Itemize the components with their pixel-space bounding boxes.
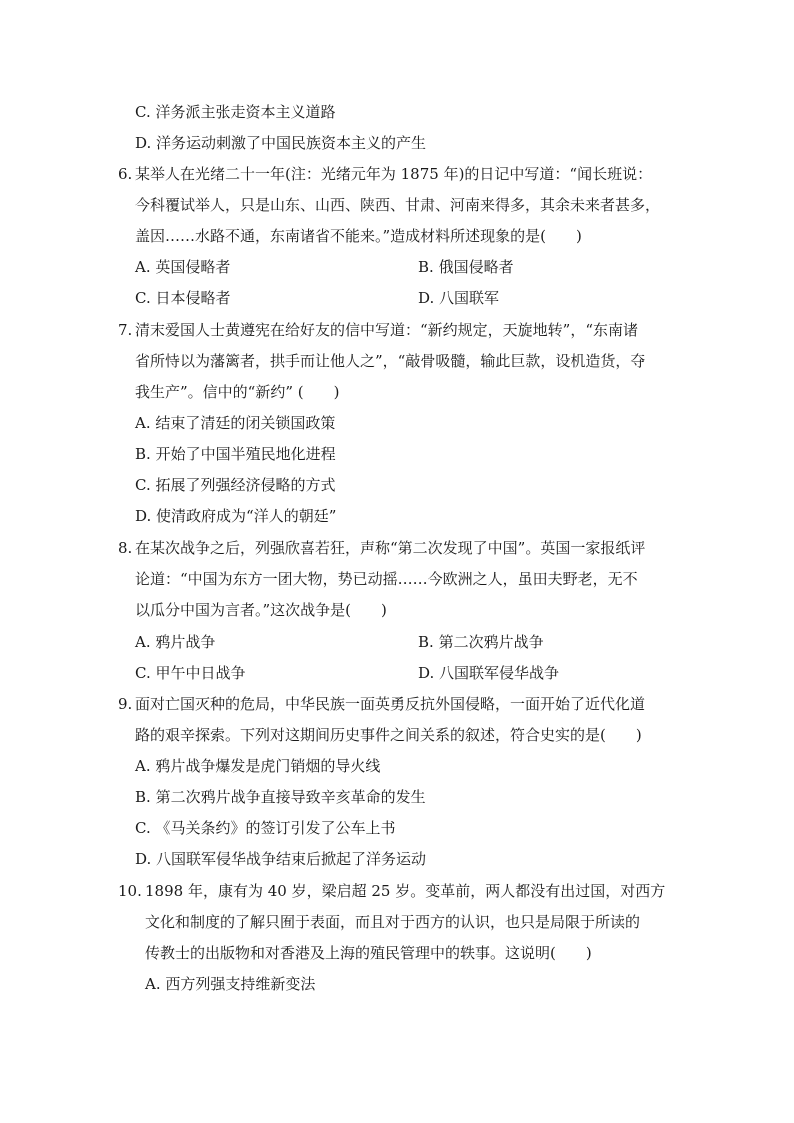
option-text: 洋务运动刺激了中国民族资本主义的产生 <box>156 134 427 152</box>
option-text: 甲午中日战争 <box>155 664 246 682</box>
option-letter: D. <box>418 289 435 307</box>
option-letter: C. <box>135 476 151 494</box>
option-text: 第二次鸦片战争 <box>438 633 544 651</box>
option-text: 拓展了列强经济侵略的方式 <box>155 476 336 494</box>
option-letter: A. <box>135 258 151 276</box>
option-text: 鸦片战争爆发是虎门销烟的导火线 <box>155 757 381 775</box>
q8-option-c <box>135 663 246 683</box>
option-letter: B. <box>135 788 151 806</box>
q10-option-a <box>145 974 315 994</box>
q6-option-d <box>418 288 499 308</box>
option-text: 日本侵略者 <box>155 289 231 307</box>
q7-option-d <box>135 506 336 526</box>
option-letter: C. <box>135 103 151 121</box>
option-letter: A. <box>135 633 151 651</box>
q6-option-a <box>135 257 230 277</box>
q8-number: 8. <box>118 539 133 557</box>
option-letter: B. <box>135 445 151 463</box>
q8-stem-line-1: 在某次战争之后，列强欣喜若狂，声称“第二次发现了中国”。英国一家报纸评 <box>135 539 646 557</box>
q7-option-b <box>135 444 336 464</box>
q7-option-a <box>135 413 335 433</box>
option-text: 八国联军侵华战争 <box>439 664 560 682</box>
q8-option-d <box>418 663 559 683</box>
q6-option-c <box>135 288 231 308</box>
q6-number: 6. <box>118 165 133 183</box>
q9-option-c <box>135 818 396 838</box>
q8-stem-line-3: 以瓜分中国为言者。”这次战争是( ) <box>135 601 387 619</box>
option-letter: A. <box>135 757 151 775</box>
option-letter: D. <box>418 664 435 682</box>
option-letter: B. <box>418 633 434 651</box>
option-text: 八国联军 <box>439 289 500 307</box>
option-letter: A. <box>145 975 161 993</box>
q9-option-b <box>135 787 426 807</box>
q7-stem-line-2: 省所恃以为藩篱者，拱手而让他人之”，“敲骨吸髓，输此巨款，设机造货，夺 <box>135 352 646 370</box>
q8-option-a <box>135 632 215 652</box>
option-text: 俄国侵略者 <box>438 258 514 276</box>
option-text: 第二次鸦片战争直接导致辛亥革命的发生 <box>155 788 426 806</box>
q7-stem-line-1: 清末爱国人士黄遵宪在给好友的信中写道：“新约规定，天旋地转”，“东南诸 <box>135 321 639 339</box>
option-text: 西方列强支持维新变法 <box>165 975 316 993</box>
option-text: 《马关条约》的签订引发了公车上书 <box>155 819 396 837</box>
q9-stem-line-2: 路的艰辛探索。下列对这期间历史事件之间关系的叙述，符合史实的是( ) <box>135 726 642 744</box>
option-letter: C. <box>135 289 151 307</box>
q9-option-a <box>135 756 380 776</box>
option-text: 结束了清廷的闭关锁国政策 <box>155 414 336 432</box>
q7-number: 7. <box>118 321 133 339</box>
q10-stem-line-3: 传教士的出版物和对香港及上海的殖民管理中的轶事。这说明( ) <box>145 944 592 962</box>
option-letter: D. <box>135 507 152 525</box>
q9-stem-line-1: 面对亡国灭种的危局，中华民族一面英勇反抗外国侵略，一面开始了近代化道 <box>135 695 646 713</box>
option-letter: B. <box>418 258 434 276</box>
option-letter: D. <box>135 134 152 152</box>
q10-stem-line-1: 1898 年，康有为 40 岁，梁启超 25 岁。变革前，两人都没有出过国，对西方 <box>145 882 666 900</box>
option-text: 开始了中国半殖民地化进程 <box>155 445 336 463</box>
option-letter: D. <box>135 850 152 868</box>
q9-number: 9. <box>118 695 133 713</box>
option-text: 八国联军侵华战争结束后掀起了洋务运动 <box>156 850 427 868</box>
q6-stem-line-1: 某举人在光绪二十一年(注：光绪元年为 1875 年)的日记中写道：“闻长班说： <box>135 165 653 183</box>
q6-option-b <box>418 257 514 277</box>
q7-option-c <box>135 475 336 495</box>
q8-option-b <box>418 632 544 652</box>
option-letter: C. <box>135 819 151 837</box>
option-text: 洋务派主张走资本主义道路 <box>155 103 336 121</box>
option-text: 英国侵略者 <box>155 258 231 276</box>
q10-stem-line-2: 文化和制度的了解只囿于表面，而且对于西方的认识，也只是局限于所读的 <box>145 913 641 931</box>
q6-stem-line-3: 盖因……水路不通，东南诸省不能来。”造成材料所述现象的是( ) <box>135 227 582 245</box>
q10-number: 10. <box>118 882 142 900</box>
option-text: 鸦片战争 <box>155 633 216 651</box>
option-letter: C. <box>135 664 151 682</box>
q8-stem-line-2: 论道：“中国为东方一团大物，势已动摇……今欧洲之人，虽田夫野老，无不 <box>135 570 638 588</box>
q5-option-c <box>135 102 336 122</box>
option-letter: A. <box>135 414 151 432</box>
option-text: 使清政府成为“洋人的朝廷” <box>156 507 337 525</box>
q7-stem-line-3: 我生产”。信中的“新约” ( ) <box>135 383 340 401</box>
q9-option-d <box>135 849 426 869</box>
q5-option-d <box>135 133 426 153</box>
q6-stem-line-2: 今科覆试举人，只是山东、山西、陕西、甘肃、河南来得多，其余未来者甚多， <box>135 196 661 214</box>
